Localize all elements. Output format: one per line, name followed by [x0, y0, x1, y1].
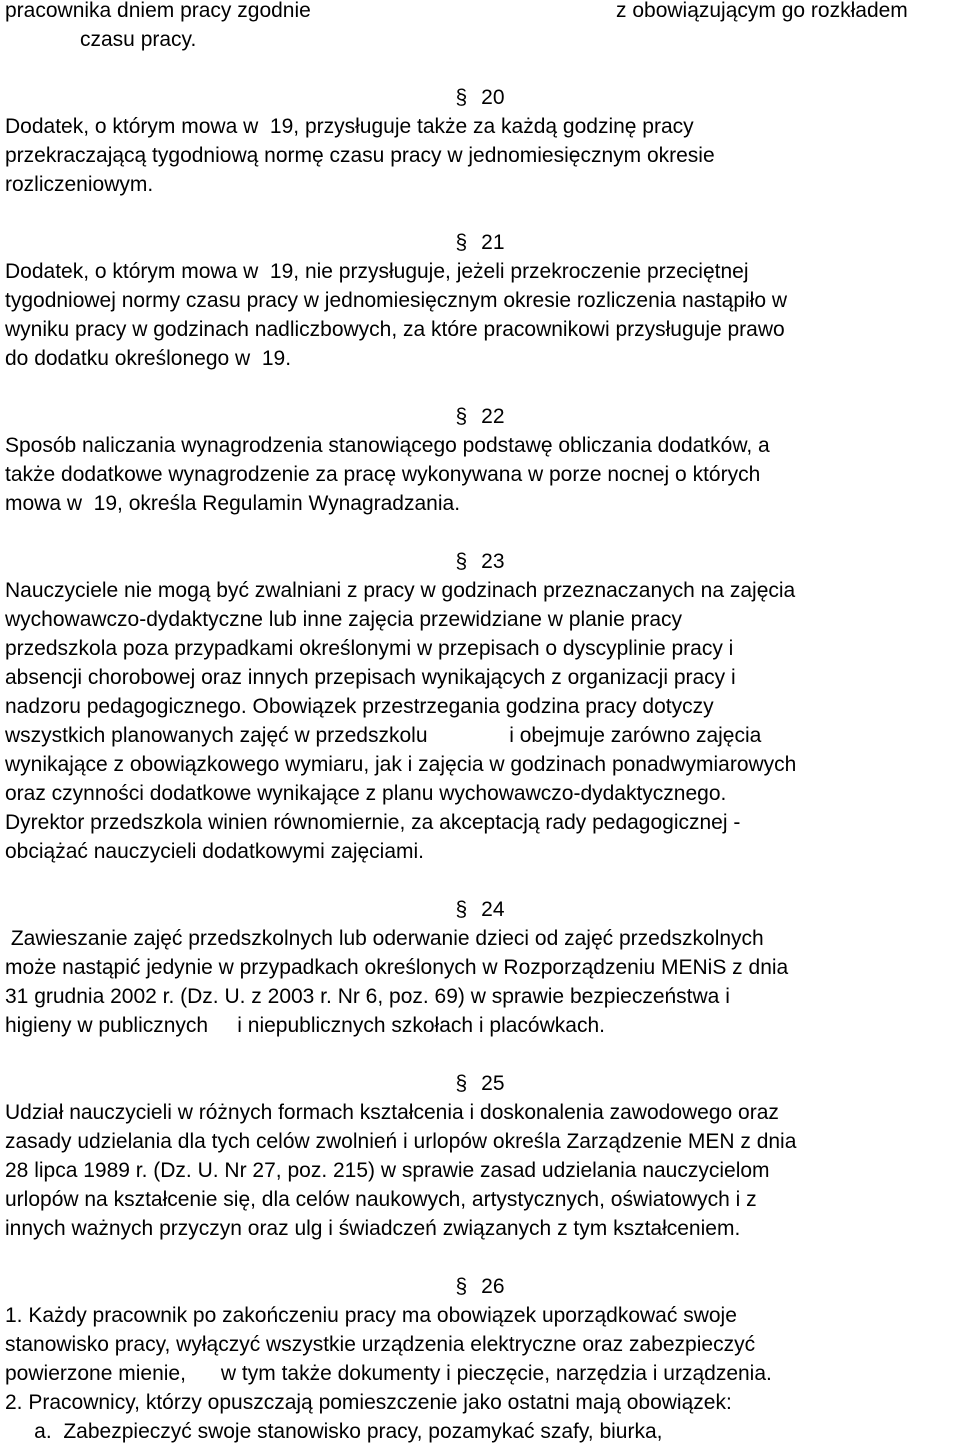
section-20-line-3: rozliczeniowym.: [5, 173, 154, 196]
section-number: 24: [481, 898, 505, 921]
section-heading-24: [0, 895, 960, 924]
section-25-line-1: Udział nauczycieli w różnych formach kształcenia i doskonalenia zawodowego oraz: [5, 1101, 779, 1124]
section-22-line-1: Sposób naliczania wynagrodzenia stanowiącego podstawę obliczania dodatków, a: [5, 434, 770, 457]
section-26-line-2: stanowisko pracy, wyłączyć wszystkie urządzenia elektryczne oraz zabezpieczyć: [5, 1333, 756, 1356]
section-22-line-3: mowa w 19, określa Regulamin Wynagradzania.: [5, 492, 461, 515]
paragraph-sign: §: [455, 86, 468, 109]
section-25-line-4: urlopów na kształcenie się, dla celów naukowych, artystycznych, oświatowych i z: [5, 1188, 757, 1211]
section-23-line-7: wynikające z obowiązkowego wymiaru, jak i zajęcia w godzinach ponadwymiarowych: [5, 753, 797, 776]
section-21-line-4: do dodatku określonego w 19.: [5, 347, 292, 370]
section-number: 20: [481, 86, 505, 109]
section-23-line-2: wychowawczo-dydaktyczne lub inne zajęcia przewidziane w planie pracy: [5, 608, 683, 631]
paragraph-sign: §: [455, 405, 468, 428]
section-heading-23: [0, 547, 960, 576]
section-24-line-1: Zawieszanie zajęć przedszkolnych lub oderwanie dzieci od zajęć przedszkolnych: [5, 927, 764, 950]
section-21-line-3: wyniku pracy w godzinach nadliczbowych, za które pracownikowi przysługuje prawo: [5, 318, 785, 341]
section-heading-21: [0, 228, 960, 257]
section-20-line-1: Dodatek, o którym mowa w 19, przysługuje także za każdą godzinę pracy: [5, 115, 694, 138]
section-21-line-2: tygodniowej normy czasu pracy w jednomiesięcznym okresie rozliczenia nastąpiło w: [5, 289, 788, 312]
section-26-line-4: 2. Pracownicy, którzy opuszczają pomieszczenie jako ostatni mają obowiązek:: [5, 1391, 732, 1414]
section-heading-22: [0, 402, 960, 431]
intro-line-2: czasu pracy.: [80, 28, 197, 51]
section-25-line-3: 28 lipca 1989 r. (Dz. U. Nr 27, poz. 215) w sprawie zasad udzielania nauczycielom: [5, 1159, 770, 1182]
section-23-line-4: absencji chorobowej oraz innych przepisach wynikających z organizacji pracy i: [5, 666, 736, 689]
section-23-line-3: przedszkola poza przypadkami określonymi w przepisach o dyscyplinie pracy i: [5, 637, 734, 660]
section-24-line-4: higieny w publicznych i niepublicznych szkołach i placówkach.: [5, 1014, 605, 1037]
section-24-line-2: może nastąpić jedynie w przypadkach określonych w Rozporządzeniu MENiS z dnia: [5, 956, 789, 979]
section-23-line-1: Nauczyciele nie mogą być zwalniani z pracy w godzinach przeznaczanych na zajęcia: [5, 579, 796, 602]
paragraph-sign: §: [455, 550, 468, 573]
section-23-line-6: wszystkich planowanych zajęć w przedszkolu i obejmuje zarówno zajęcia: [5, 724, 762, 747]
section-23-line-8: oraz czynności dodatkowe wynikające z planu wychowawczo-dydaktycznego.: [5, 782, 727, 805]
paragraph-sign: §: [455, 231, 468, 254]
section-20-line-2: przekraczającą tygodniową normę czasu pracy w jednomiesięcznym okresie: [5, 144, 715, 167]
paragraph-sign: §: [455, 1072, 468, 1095]
paragraph-sign: §: [455, 1275, 468, 1298]
section-22-line-2: także dodatkowe wynagrodzenie za pracę wykonywana w porze nocnej o których: [5, 463, 761, 486]
section-23-line-5: nadzoru pedagogicznego. Obowiązek przestrzegania godzina pracy dotyczy: [5, 695, 714, 718]
section-21-line-1: Dodatek, o którym mowa w 19, nie przysługuje, jeżeli przekroczenie przeciętnej: [5, 260, 749, 283]
section-26-line-1: 1. Każdy pracownik po zakończeniu pracy ma obowiązek uporządkować swoje: [5, 1304, 737, 1327]
section-heading-20: [0, 83, 960, 112]
section-number: 21: [481, 231, 505, 254]
section-23-line-10: obciążać nauczycieli dodatkowymi zajęciami.: [5, 840, 425, 863]
section-heading-26: [0, 1272, 960, 1301]
section-number: 25: [481, 1072, 505, 1095]
section-26-line-3: powierzone mienie, w tym także dokumenty i pieczęcie, narzędzia i urządzenia.: [5, 1362, 772, 1385]
section-heading-25: [0, 1069, 960, 1098]
section-25-line-5: innych ważnych przyczyn oraz ulg i świadczeń związanych z tym kształceniem.: [5, 1217, 741, 1240]
section-number: 26: [481, 1275, 505, 1298]
section-number: 22: [481, 405, 505, 428]
section-26-line-5: a. Zabezpieczyć swoje stanowisko pracy, pozamykać szafy, biurka,: [5, 1420, 663, 1443]
section-24-line-3: 31 grudnia 2002 r. (Dz. U. z 2003 r. Nr 6, poz. 69) w sprawie bezpieczeństwa i: [5, 985, 730, 1008]
section-25-line-2: zasady udzielania dla tych celów zwolnień i urlopów określa Zarządzenie MEN z dnia: [5, 1130, 797, 1153]
intro-line-right: z obowiązującym go rozkładem: [616, 0, 908, 22]
intro-line-left: pracownika dniem pracy zgodnie: [5, 0, 311, 22]
section-23-line-9: Dyrektor przedszkola winien równomiernie, za akceptacją rady pedagogicznej -: [5, 811, 741, 834]
section-number: 23: [481, 550, 505, 573]
paragraph-sign: §: [455, 898, 468, 921]
